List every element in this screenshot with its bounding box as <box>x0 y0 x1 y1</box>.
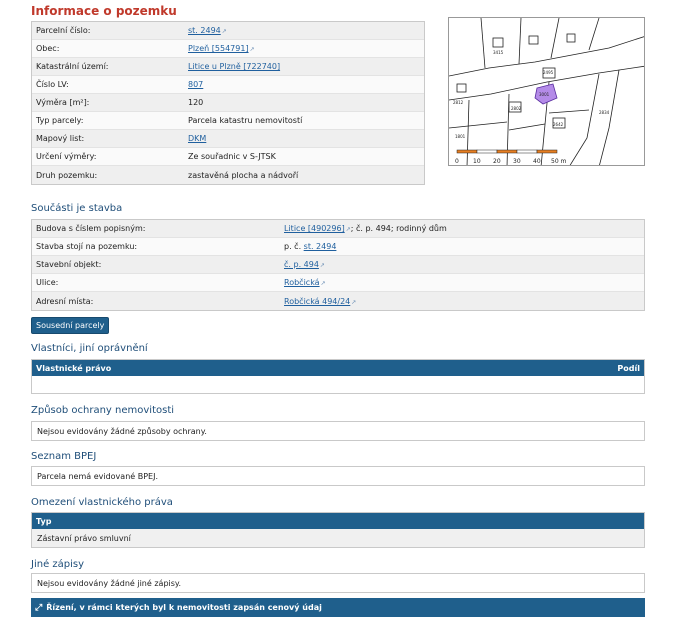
bpej-text: Parcela nemá evidované BPEJ. <box>37 471 158 481</box>
info-value: Parcela katastru nemovitostí <box>188 116 303 125</box>
typ-col-header: Typ <box>36 516 52 526</box>
cadastral-map-drawing <box>449 18 645 166</box>
parcel-number-link[interactable]: st. 2494 <box>188 26 221 35</box>
parcel-map[interactable] <box>448 17 645 166</box>
info-row-urceni-vymery <box>32 148 424 166</box>
stavba-label: Stavba stojí na pozemku: <box>36 242 138 251</box>
municipality-link[interactable]: Plzeň [554791] <box>188 44 249 53</box>
info-row-obec <box>32 40 424 58</box>
scale-label: 50 m <box>551 158 567 165</box>
info-label: Mapový list: <box>36 134 85 143</box>
map-label: 3001 <box>539 92 550 97</box>
info-row-mapovy-list <box>32 130 424 148</box>
stavba-section-title: Součásti je stavba <box>31 203 123 214</box>
info-label: Obec: <box>36 44 60 53</box>
map-label: 2802 <box>511 106 522 111</box>
page-title: Informace o pozemku <box>31 4 177 18</box>
map-label: 2812 <box>453 100 464 105</box>
info-label: Parcelní číslo: <box>36 26 91 35</box>
building-description: ; č. p. 494; rodinný dům <box>350 224 447 233</box>
ochrana-box <box>31 421 645 441</box>
stavba-label: Stavební objekt: <box>36 260 102 269</box>
stavba-label: Ulice: <box>36 278 59 287</box>
stavba-table <box>31 219 645 311</box>
ochrana-section-title: Způsob ochrany nemovitosti <box>31 405 175 416</box>
neighbour-parcels-button[interactable]: Sousední parcely <box>31 317 109 334</box>
external-link-icon: ↗ <box>249 46 255 53</box>
street-link[interactable]: Robčická <box>284 278 320 287</box>
info-label: Výměra [m²]: <box>36 98 90 107</box>
jine-text: Nejsou evidovány žádné jiné zápisy. <box>37 578 182 588</box>
stavba-label: Budova s číslem popisným: <box>36 224 146 233</box>
stavba-row-ulice <box>32 274 644 292</box>
map-label: 3415 <box>493 50 504 55</box>
omezeni-row: Zástavní právo smluvní <box>37 533 131 543</box>
info-label: Katastrální území: <box>36 62 109 71</box>
bpej-section-title: Seznam BPEJ <box>31 451 97 462</box>
info-row-typ-parcely <box>32 112 424 130</box>
scale-label: 40 <box>533 158 541 165</box>
stavba-row-budova <box>32 220 644 238</box>
external-link-icon: ↗ <box>320 280 326 287</box>
stavba-row-stoji <box>32 238 644 256</box>
cadastral-area-link[interactable]: Litice u Plzně [722740] <box>188 62 281 71</box>
info-row-druh-pozemku <box>32 166 424 184</box>
parcel-info-table <box>31 21 425 185</box>
stoji-parcel-link[interactable]: st. 2494 <box>303 242 337 251</box>
vlastnici-table <box>31 359 645 394</box>
info-label: Typ parcely: <box>36 116 84 125</box>
info-row-vymera <box>32 94 424 112</box>
external-link-icon: ↗ <box>221 28 227 35</box>
info-row-katastralni-uzemi <box>32 58 424 76</box>
info-label: Druh pozemku: <box>36 170 98 180</box>
stavba-row-adresni <box>32 292 644 310</box>
rizeni-toggle[interactable] <box>31 598 645 617</box>
jine-section-title: Jiné zápisy <box>31 559 85 570</box>
info-value: zastavěná plocha a nádvoří <box>188 170 299 180</box>
map-label: 2495 <box>543 70 554 75</box>
info-label: Určení výměry: <box>36 152 97 161</box>
scale-label: 20 <box>493 158 501 165</box>
stoji-prefix: p. č. <box>284 242 302 251</box>
address-link[interactable]: Robčická 494/24 <box>284 296 351 306</box>
stavba-label: Adresní místa: <box>36 296 94 306</box>
jine-box <box>31 573 645 593</box>
info-value: Ze souřadnic v S-JTSK <box>188 152 276 161</box>
vlastnici-section-title: Vlastníci, jiní oprávnění <box>31 343 148 354</box>
omezeni-table <box>31 512 645 548</box>
vlastnici-header <box>32 360 644 376</box>
info-label: Číslo LV: <box>36 80 69 89</box>
scale-label: 30 <box>513 158 521 165</box>
map-scale-bar <box>455 150 567 165</box>
building-object-link[interactable]: č. p. 494 <box>284 260 319 269</box>
stavba-row-objekt <box>32 256 644 274</box>
external-link-icon: ↗ <box>319 262 325 269</box>
map-sheet-link[interactable]: DKM <box>188 134 207 143</box>
expand-arrows-icon: ⤢ <box>35 602 43 613</box>
external-link-icon: ↗ <box>345 226 351 233</box>
lv-number-link[interactable]: 807 <box>188 80 204 89</box>
vlastnici-col-header: Vlastnické právo <box>36 363 112 373</box>
ochrana-text: Nejsou evidovány žádné způsoby ochrany. <box>37 426 207 436</box>
map-label: 2834 <box>599 110 610 115</box>
omezeni-section-title: Omezení vlastnického práva <box>31 497 173 508</box>
scale-label: 10 <box>473 158 481 165</box>
info-row-cislo-lv <box>32 76 424 94</box>
info-value: 120 <box>188 98 204 107</box>
map-label: 2642 <box>553 122 564 127</box>
omezeni-header <box>32 513 644 529</box>
rizeni-label: Řízení, v rámci kterých byl k nemovitosti zapsán cenový údaj <box>46 603 322 612</box>
bpej-box <box>31 466 645 486</box>
map-label: 1801 <box>455 134 466 139</box>
podil-col-header: Podíl <box>617 363 640 373</box>
external-link-icon: ↗ <box>351 298 357 306</box>
info-row-parcelni-cislo <box>32 22 424 40</box>
scale-label: 0 <box>455 158 459 165</box>
building-link[interactable]: Litice [490296] <box>284 224 345 233</box>
